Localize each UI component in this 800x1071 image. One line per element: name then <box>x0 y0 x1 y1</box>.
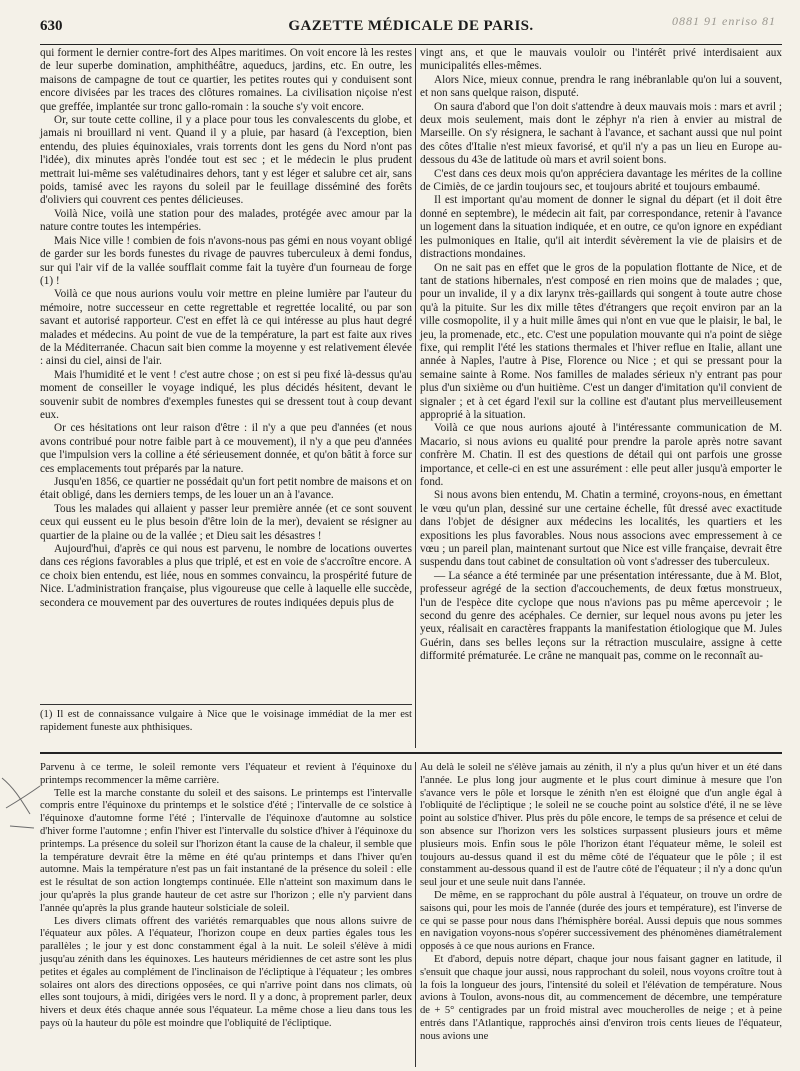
paragraph: Au delà le soleil ne s'élève jamais au zénith, il n'y a plus qu'un hiver et un été dans l'année. Le plus long jour augmente et le plus court diminue à mesure que l'on s'avance vers le pôle et lorsque le zénith n'en est éloigné que d'un angle égal à l'obliquité de l'écliptique ; le soleil ne se couche point au solstice d'été, il ne se lève point au solstice d'hiver. Plus près du pôle encore, le temps de sa présence et celui de son absence sur l'horizon vers les solstices surpassent plusieurs jours et même plusieurs mois. Enfin sous le pôle l'horizon étant l'équateur même, le soleil est toujours au-dessus quand il est du même côté de l'équateur que le pôle ; il est constamment au-dessous quand il est de l'autre côté de l'équateur ; il n'y a donc qu'un seul jour et une seule nuit dans l'année. <box>420 762 782 889</box>
paragraph: On ne sait pas en effet que le gros de la population flottante de Nice, et de tant de stations hibernales, n'est composé en rien moins que de malades ; que, pour un invalide, il y a dix larynx très-gaillards qui songent à toute autre chose qu'à la pituite. Sur les dix mille têtes d'étrangers que reçoit environ par an la ville cosmopolite, il y a huit mille âmes qui n'ont en vue que le plaisir, le bal, le jeu, la promenade, etc., etc. C'est une population mouvante qui n'a point de siège fixe, qui remplit l'été les stations thermales et l'hiver reflue en Italie, allant une année à Naples, l'autre à Pise, Florence ou Nice ; et qui se pressant pour la semaine sainte à Rome. Nos familles de malades sérieux n'y entrant pas pour plus d'un sixième ou d'un huitième. C'est un danger d'imitation qu'il convient de signaler ; et à cet égard l'exil sur la colline est d'autant plus merveilleusement approprié à la situation. <box>420 261 782 421</box>
page-number: 630 <box>40 18 63 34</box>
column-divider-bottom <box>415 762 416 1067</box>
paragraph: vingt ans, et que le mauvais vouloir ou l'intérêt privé interdisaient aux municipalités elles-mêmes. <box>420 47 782 73</box>
paragraph: Or ces hésitations ont leur raison d'être : il n'y a que peu d'années (et nous avons contribué pour notre faible part à ce mouvement), il n'y a que peu d'années que l'impulsion vers la colline a été sérieusement donnée, et qu'on bâtit à force sur ces emplacements tout préparés par la nature. <box>40 422 412 475</box>
paragraph: Aujourd'hui, d'après ce qui nous est parvenu, le nombre de locations ouvertes dans ces régions favorables a plus que triplé, et est en voie de s'accroître encore. A ce choix bien entendu, est liée, nous en sommes convaincu, la prospérité future de Nice. L'administration française, plus vigoureuse que celle à laquelle elle succède, secondera ce mouvement par des ouvertures de routes indiquées depuis plus de <box>40 543 412 609</box>
page-header <box>40 4 782 45</box>
feuilleton-column-right <box>420 762 782 1044</box>
section-divider <box>40 752 782 754</box>
paragraph: Et d'abord, depuis notre départ, chaque jour nous faisant gagner en latitude, il s'ensuit que chaque jour aussi, nous rapprochant du soleil, nous voyons croître tout à la fois la longueur des jours, l'intensité du soleil et l'élévation de température. Nous avions à Toulon, avons-nous dit, au commencement de décembre, une température de + 5° centigrades par un froid mistral avec moucherolles de neige ; et à peine entrés dans l'Atlantique, rapprochés ainsi d'environ trois cents lieues de l'équateur, nous avions une <box>420 953 782 1042</box>
paragraph: Tous les malades qui allaient y passer leur première année (et ce sont souvent ceux qui eussent eu le plus besoin d'être loin de la mer), devaient se résigner au quartier de la plaine ou de la vallée ; et Dieu sait les désastres ! <box>40 502 412 542</box>
footnote <box>40 709 412 735</box>
paragraph: Alors Nice, mieux connue, prendra le rang inébranlable qu'on lui a souvent, et non sans quelque raison, disputé. <box>420 73 782 100</box>
paragraph: Voilà ce que nous aurions voulu voir mettre en pleine lumière par l'auteur du mémoire, notre successeur en cette regrettable et regrettée localité, ou par son savant et autorisé rapporteur. C'est en effet là ce qui intéresse au plus haut degré malades et médecins. Au point de vue de la température, la part est faite aux rives de la Méditerranée. Chacun sait bien comme la moyenne y est relativement élevée : ainsi du ciel, ainsi de l'air. <box>40 288 412 368</box>
paragraph: On saura d'abord que l'on doit s'attendre à deux mauvais mois : mars et avril ; deux mois seulement, mais dont le zéphyr n'a rien à envier au mistral de Marseille. On s'y résignera, le sachant à l'avance, et sachant aussi que nul point des côtes d'Italie n'est mieux favorisé, et qu'il n'y a pas un lieu en Europe au-dessous du 43e de latitude où mars et avril soient bons. <box>420 100 782 167</box>
column-divider-top <box>415 48 416 748</box>
bleed-through-text: 0881 91 enriso 81 <box>672 14 776 28</box>
footnote-rule <box>40 704 412 705</box>
feuilleton-column-left <box>40 762 412 1031</box>
paragraph: Voilà ce que nous aurions ajouté à l'intéressante communication de M. Macario, si nous avions eu qualité pour prendre la parole après notre savant confrère M. Chatin. Il est des questions de détail qui ont parfois une grosse importance, et celle-ci en est une assurément : elle peut aller jusqu'à emporter le fond. <box>420 422 782 488</box>
paragraph: De même, en se rapprochant du pôle austral à l'équateur, on trouve un ordre de saisons qui, pour les mois de l'année (durée des jours et température), est l'inverse de ce qui se passe pour nous dans l'hémisphère boréal. Aussi depuis que nous sommes en navigation voyons-nous s'opérer successivement des phénomènes diamétralement opposés à ce que nous aurions en France. <box>420 889 782 953</box>
paragraph: qui forment le dernier contre-fort des Alpes maritimes. On voit encore là les restes de leur superbe domination, amphithéâtre, aqueducs, jardins, etc. En outre, les maisons de campagne de tout ce quartier, les petites routes qui y conduisent sont encore divisées par les traces des clôtures romaines. La civilisation niçoise n'est que greffée, implantée sur tronc gallo-romain : la souche s'y voit encore. <box>40 47 412 113</box>
paragraph: Telle est la marche constante du soleil et des saisons. Le printemps est l'intervalle compris entre l'équinoxe du printemps et le solstice d'été ; l'intervalle de ce solstice à l'équinoxe d'automne forme l'été ; l'intervalle de l'équinoxe d'automne au solstice d'hiver forme l'automne ; enfin l'hiver est l'intervalle du solstice d'hiver à l'équinoxe du printemps. La présence du soleil sur l'horizon étant la cause de la chaleur, il semble que la température devrait être la même en été qu'au printemps et dans l'hiver qu'en automne. Mais la température n'est pas un fait instantané de la présence du soleil : elle est le résultat de son action longtemps continuée. Elle n'atteint son maximum dans le jour qu'après la plus grande hauteur de cet astre sur l'horizon ; elle n'y parvient dans l'année qu'après la plus grande hauteur solsticiale de soleil. <box>40 787 412 914</box>
paragraph: Mais l'humidité et le vent ! c'est autre chose ; on est si peu fixé là-dessus qu'au moment de conseiller le voyage indiqué, les plus décidés hésitent, devant le souvenir subit de nombres d'exemples funestes qui se dressent tout à coup devant eux. <box>40 368 412 421</box>
paragraph: Mais Nice ville ! combien de fois n'avons-nous pas gémi en nous voyant obligé de garder sur les bords funestes du rivage de pauvres tuberculeux à demi fondus, sur qui l'air vif de la vallée soufflait comme fait la tuyère d'un fourneau de forge (1) ! <box>40 234 412 287</box>
paragraph: Parvenu à ce terme, le soleil remonte vers l'équateur et revient à l'équinoxe du printemps recommencer la même carrière. <box>40 762 412 786</box>
paragraph: Les divers climats offrent des variétés remarquables que nous allons suivre de l'équateur aux pôles. A l'équateur, l'horizon coupe en deux parties égales tous les parallèles ; le jour y est donc constamment égal à la nuit. Le soleil s'élève à midi jusqu'au zénith dans les équinoxes. Les hauteurs méridiennes de cet astre sont les plus petites et égales au complément de l'inclinaison de l'écliptique à l'équateur ; les ombres solaires ont alors des directions opposées, ce qui n'arrive point dans nos climats, où elles sont toujours, à midi, dirigées vers le nord. Il y a donc, à proprement parler, deux hivers et deux étés chaque année sous l'équateur. La même chose a lieu dans tous les pays où la hauteur du pôle est moindre que l'obliquité de l'écliptique. <box>40 915 412 1029</box>
paragraph: C'est dans ces deux mois qu'on appréciera davantage les mérites de la colline de Cimiès, de ce jardin toujours sec, et toujours abrité et toujours embaumé. <box>420 167 782 194</box>
running-title: GAZETTE MÉDICALE DE PARIS. <box>288 18 534 34</box>
footnote-text: (1) Il est de connaissance vulgaire à Nice que le voisinage immédiat de la mer est rapidement funeste aux phthisiques. <box>40 709 412 733</box>
paragraph: Jusqu'en 1856, ce quartier ne possédait qu'un fort petit nombre de maisons et on était obligé, dans les derniers temps, de les louer un an à l'avance. <box>40 476 412 502</box>
paragraph: Or, sur toute cette colline, il y a place pour tous les convalescents du globe, et jamais ni brouillard ni vent. Quand il y a pluie, par hasard (à l'exception, bien entendu, des pluies équinoxiales, vrais torrents dont les gens du Nord n'ont pas l'idée), dix minutes après l'ondée tout est sec ; et le médecin le plus prudent mettrait lui-même ses valétudinaires dehors, tant y est léger et salubre cet air, sans poids, tamisé avec les rayons du soleil par le feuillage disséminé des forêts d'oliviers qui couvrent ces pentes délicieuses. <box>40 114 412 207</box>
article-column-top-right <box>420 47 782 664</box>
pen-mark-icon <box>0 768 44 838</box>
paragraph: — La séance a été terminée par une présentation intéressante, due à M. Blot, professeur agrégé de la section d'accouchements, de deux fœtus monstrueux, l'un de l'espèce dite cyclope que nous n'avions pas pu même apercevoir ; le second du genre des acéphales. Ce dernier, sur lequel nous avons pu jeter les yeux, réalisait en caractères frappants la manifestation étiologique que M. Jules Guérin, dans ses belles leçons sur la rétraction musculaire, assigne à cette difformité prématurée. Le crâne ne manquait pas, comme on le reconnaît au- <box>420 569 782 663</box>
paragraph: Voilà Nice, voilà une station pour des malades, protégée avec amour par la nature contre toutes les intempéries. <box>40 207 412 234</box>
paragraph: Il est important qu'au moment de donner le signal du départ (et il doit être donné en septembre), le médecin ait fait, par correspondance, retenir à l'avance un logement dans la situation indiquée, et en outre, ce qu'on ignore en expédiant les pulmoniques en Italie, qu'il ait interdit sévèrement la vie de plaisirs et de distractions mondaines. <box>420 194 782 261</box>
paragraph: Si nous avons bien entendu, M. Chatin a terminé, croyons-nous, en émettant le vœu qu'un plan, dessiné sur une certaine échelle, fût dressé avec exactitude dans l'objet de désigner aux médecins les localités, les quartiers et les expositions les plus favorables. Nous nous associons avec empressement à ce vœu ; un pareil plan, maintenant surtout que Nice est ville française, devrait être suspendu dans tout cabinet de consultation où vont s'adresser des tuberculeux. <box>420 489 782 569</box>
article-column-top-left <box>40 47 412 610</box>
